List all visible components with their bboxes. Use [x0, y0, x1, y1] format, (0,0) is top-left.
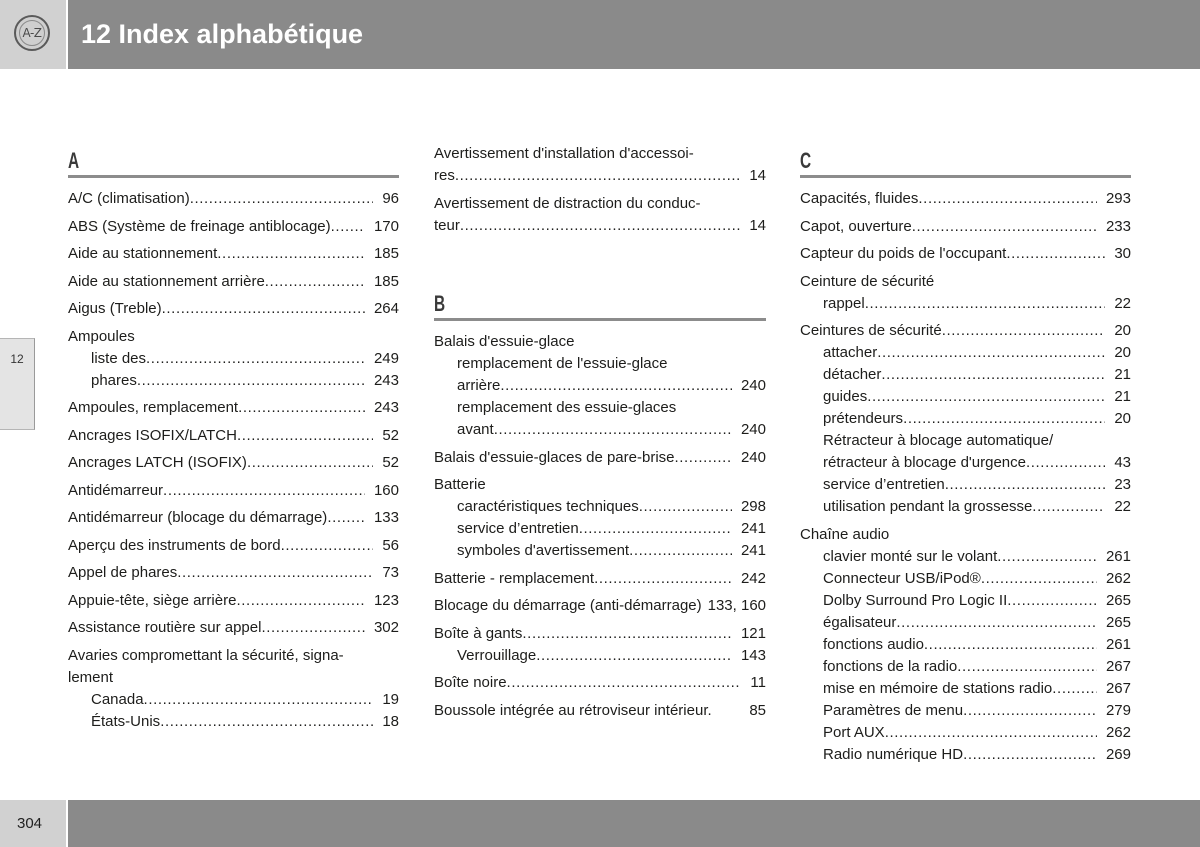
index-subentry	[800, 342, 1131, 364]
entry-text: rappel	[823, 294, 865, 312]
page-ref: 121	[740, 624, 766, 642]
entry-text: Appel de phares	[68, 564, 178, 581]
index-subentry	[800, 722, 1131, 744]
index-line	[434, 215, 766, 237]
entry-text: Ampoules	[68, 327, 135, 345]
dot-leader	[918, 188, 1097, 210]
page-ref: 30	[1114, 245, 1131, 262]
entry-text: lement	[68, 668, 114, 686]
index-entry	[68, 326, 399, 392]
dot-leader	[942, 320, 1106, 342]
dot-leader	[629, 540, 732, 562]
index-subentry	[800, 364, 1131, 386]
entry-text: res	[434, 167, 455, 184]
index-subentry	[800, 590, 1131, 612]
index-subentry	[800, 744, 1131, 766]
dot-leader	[1006, 243, 1105, 265]
dot-leader	[1007, 590, 1097, 612]
dot-leader	[281, 535, 374, 557]
index-entry	[434, 623, 766, 667]
index-line	[68, 326, 399, 348]
entry-text: rétracteur à blocage d'urgence	[823, 454, 1026, 471]
page-ref: 96	[382, 190, 399, 207]
page-ref: 267	[1105, 679, 1131, 697]
page-ref: 56	[382, 536, 399, 554]
dot-leader	[912, 216, 1097, 238]
index-subentry	[800, 408, 1131, 430]
entry-text: clavier monté sur le volant	[823, 547, 998, 565]
entry-text: attacher	[823, 344, 878, 361]
entry-text: Aide au stationnement	[68, 245, 218, 262]
index-entry	[800, 524, 1131, 766]
index-entry	[68, 480, 399, 502]
index-line	[68, 590, 399, 612]
index-line	[68, 562, 399, 584]
page-ref: 241	[740, 542, 766, 559]
index-entry	[434, 568, 766, 590]
index-line	[800, 271, 1131, 293]
dot-leader	[963, 744, 1097, 766]
index-subentry	[68, 689, 399, 711]
footer-bar	[68, 800, 1200, 847]
index-line	[434, 143, 766, 165]
entry-text: Capacités, fluides	[800, 190, 919, 207]
dot-leader	[236, 590, 365, 612]
entry-text: Avertissement d'installation d'accessoi-	[434, 145, 694, 162]
page-ref: 302	[373, 619, 399, 636]
dot-leader	[1052, 678, 1097, 700]
dot-leader	[1026, 452, 1105, 474]
dot-leader	[675, 447, 732, 469]
dot-leader	[639, 496, 732, 518]
index-subentry	[800, 568, 1131, 590]
entry-text: phares	[91, 371, 137, 389]
page-ref: 22	[1114, 498, 1131, 515]
index-line	[434, 623, 766, 645]
entry-text: Appuie-tête, siège arrière	[68, 591, 237, 609]
page-ref: 243	[373, 371, 399, 389]
index-entry	[800, 188, 1131, 210]
dot-leader	[867, 386, 1105, 408]
entry-text: Verrouillage	[457, 646, 537, 664]
dot-leader	[963, 700, 1097, 722]
a-z-index-icon: A-Z	[14, 15, 50, 51]
entry-text: utilisation pendant la grossesse	[823, 498, 1033, 515]
entry-text: liste des	[91, 349, 147, 367]
index-line	[800, 524, 1131, 546]
dot-leader	[500, 375, 732, 397]
page-ref: 243	[373, 399, 399, 416]
index-subentry	[800, 612, 1131, 634]
entry-text: Avaries compromettant la sécurité, signa-	[68, 646, 344, 664]
index-entry	[68, 452, 399, 474]
index-entry	[68, 425, 399, 447]
page-ref: 11	[750, 674, 766, 691]
page-ref: 262	[1105, 569, 1131, 587]
page-ref: 18	[382, 712, 399, 730]
entry-text: Aperçu des instruments de bord	[68, 536, 281, 554]
dot-leader	[460, 215, 740, 237]
index-subentry	[68, 348, 399, 370]
page-ref: 261	[1105, 547, 1131, 565]
page-ref: 185	[373, 272, 399, 290]
dot-leader	[1032, 496, 1105, 518]
page-ref: 20	[1114, 410, 1131, 427]
page-ref: 20	[1114, 344, 1131, 361]
index-entry	[68, 216, 399, 238]
index-entry	[434, 672, 766, 694]
index-subentry	[434, 375, 766, 397]
index-entry	[434, 595, 766, 617]
index-column-1	[68, 143, 399, 738]
index-entry	[68, 562, 399, 584]
dot-leader	[536, 645, 732, 667]
index-line	[68, 397, 399, 419]
index-line	[434, 447, 766, 469]
entry-text: remplacement des essuie-glaces	[457, 399, 677, 416]
index-subentry	[434, 496, 766, 518]
index-entry	[68, 535, 399, 557]
entry-text: Assistance routière sur appel	[68, 619, 262, 636]
index-line	[68, 425, 399, 447]
page-ref: 233	[1105, 217, 1131, 235]
entry-text: Ancrages LATCH (ISOFIX)	[68, 454, 247, 471]
entry-text: fonctions de la radio	[823, 657, 958, 675]
page-ref: 21	[1114, 366, 1131, 383]
index-line	[800, 320, 1131, 342]
entry-text: Boîte noire	[434, 674, 507, 691]
page-ref: 21	[1114, 388, 1131, 405]
entry-text: service d’entretien	[823, 476, 945, 493]
page-ref: 73	[382, 564, 399, 581]
dot-leader	[265, 271, 365, 293]
index-entry	[68, 271, 399, 293]
page-ref: 240	[740, 421, 766, 438]
entry-text: Batterie - remplacement	[434, 569, 595, 587]
entry-text: symboles d'avertissement	[457, 542, 630, 559]
page-ref: 52	[382, 454, 399, 471]
index-subentry	[434, 540, 766, 562]
dot-leader	[507, 672, 742, 694]
index-entry	[434, 447, 766, 469]
entry-text: États-Unis	[91, 712, 161, 730]
dot-leader	[146, 348, 365, 370]
page-ref: 52	[382, 426, 399, 444]
page-ref: 269	[1105, 745, 1131, 763]
index-subentry	[800, 474, 1131, 496]
entry-text: Dolby Surround Pro Logic II	[823, 591, 1008, 609]
page-ref: 241	[740, 520, 766, 537]
index-letter-heading: C	[800, 148, 812, 173]
dot-leader	[261, 617, 365, 639]
entry-text: mise en mémoire de stations radio	[823, 679, 1053, 697]
page-ref: 22	[1114, 294, 1131, 312]
dot-leader	[945, 474, 1106, 496]
index-line	[68, 507, 399, 529]
letter-divider	[800, 175, 1131, 178]
dot-leader	[327, 507, 365, 529]
index-subentry	[434, 518, 766, 540]
index-entry	[68, 507, 399, 529]
page-ref: 23	[1114, 476, 1131, 493]
dot-leader	[238, 397, 365, 419]
dot-leader	[177, 562, 373, 584]
index-line	[434, 672, 766, 694]
dot-leader	[594, 568, 732, 590]
index-line	[68, 243, 399, 265]
index-line	[68, 452, 399, 474]
entry-text: Aigus (Treble)	[68, 300, 162, 317]
dot-leader	[217, 243, 365, 265]
entry-text: Capot, ouverture	[800, 217, 912, 235]
dot-leader	[877, 342, 1105, 364]
dot-leader	[247, 452, 373, 474]
index-subentry	[800, 430, 1131, 452]
dot-leader	[160, 711, 373, 733]
index-entry	[800, 243, 1131, 265]
entry-text: Blocage du démarrage (anti-démarrage)	[434, 597, 702, 614]
index-subentry	[800, 546, 1131, 568]
page-ref: 85	[749, 701, 766, 719]
entry-text: fonctions audio	[823, 635, 924, 653]
index-line	[434, 474, 766, 496]
page-title: 12 Index alphabétique	[68, 0, 1200, 69]
page-ref: 20	[1114, 322, 1131, 339]
index-line	[434, 568, 766, 590]
index-entry	[68, 188, 399, 210]
index-column-3	[800, 143, 1131, 771]
page-ref: 242	[740, 569, 766, 587]
entry-text: détacher	[823, 366, 882, 383]
entry-text: arrière	[457, 377, 501, 394]
index-line	[68, 188, 399, 210]
dot-leader	[865, 293, 1106, 315]
entry-text: avant	[457, 421, 494, 438]
index-line	[434, 595, 766, 617]
page-ref: 19	[382, 690, 399, 708]
entry-text: Boîte à gants	[434, 624, 523, 642]
dot-leader	[881, 364, 1105, 386]
index-line	[800, 188, 1131, 210]
page-ref: 261	[1105, 635, 1131, 653]
page-ref: 265	[1105, 591, 1131, 609]
page-ref: 267	[1105, 657, 1131, 675]
entry-text: Rétracteur à blocage automatique/	[823, 432, 1054, 449]
entry-text: ABS (Système de freinage antiblocage)	[68, 217, 331, 235]
entry-text: Port AUX	[823, 723, 885, 741]
chapter-tab: 12	[0, 338, 35, 430]
index-line	[68, 271, 399, 293]
dot-leader	[137, 370, 365, 392]
index-subentry	[434, 397, 766, 419]
index-line	[68, 216, 399, 238]
page-ref: 43	[1114, 454, 1131, 471]
dot-leader	[190, 188, 374, 210]
index-entry	[434, 700, 766, 722]
dot-leader	[579, 518, 732, 540]
entry-text: Batterie	[434, 476, 486, 493]
index-entry	[800, 216, 1131, 238]
dot-leader	[331, 216, 365, 238]
entry-text: Chaîne audio	[800, 525, 890, 543]
page-ref: 249	[373, 349, 399, 367]
entry-text: Antidémarreur (blocage du démarrage)	[68, 509, 328, 526]
page-ref: 265	[1105, 613, 1131, 631]
index-column-2	[434, 143, 766, 727]
index-entry	[434, 143, 766, 187]
entry-text: Ceintures de sécurité	[800, 322, 942, 339]
entry-text: Antidémarreur	[68, 481, 164, 499]
index-subentry	[434, 645, 766, 667]
dot-leader	[162, 298, 365, 320]
index-entry	[68, 617, 399, 639]
index-entry	[68, 645, 399, 733]
letter-divider	[434, 318, 766, 321]
index-subentry	[800, 700, 1131, 722]
header-icon-area	[0, 0, 66, 69]
entry-text: caractéristiques techniques	[457, 498, 639, 515]
index-line	[800, 243, 1131, 265]
entry-text: Avertissement de distraction du conduc-	[434, 194, 701, 212]
index-line	[800, 216, 1131, 238]
page-ref: 123	[373, 591, 399, 609]
index-entry	[800, 320, 1131, 518]
entry-text: guides	[823, 388, 868, 405]
index-entry	[800, 271, 1131, 315]
letter-divider	[68, 175, 399, 178]
index-entry	[68, 590, 399, 612]
page-ref: 262	[1105, 723, 1131, 741]
index-line	[68, 667, 399, 689]
index-subentry	[800, 678, 1131, 700]
index-line	[434, 700, 766, 722]
index-subentry	[434, 353, 766, 375]
page-ref: 240	[740, 377, 766, 394]
entry-text: A/C (climatisation)	[68, 190, 190, 207]
entry-text: Boussole intégrée au rétroviseur intérieur.	[434, 701, 712, 719]
page-ref: 14	[749, 167, 766, 184]
index-subentry	[800, 386, 1131, 408]
entry-text: Radio numérique HD	[823, 745, 964, 763]
entry-text: Balais d'essuie-glaces de pare-brise	[434, 448, 675, 466]
index-line	[68, 480, 399, 502]
entry-text: service d’entretien	[457, 520, 579, 537]
entry-text: Ampoules, remplacement	[68, 399, 239, 416]
dot-leader	[924, 634, 1097, 656]
dot-leader	[957, 656, 1097, 678]
index-entry	[434, 474, 766, 562]
index-entry	[68, 298, 399, 320]
page-ref: 293	[1105, 190, 1131, 207]
dot-leader	[981, 568, 1097, 590]
dot-leader	[163, 480, 365, 502]
page-ref: 185	[373, 245, 399, 262]
index-letter-heading: B	[434, 291, 446, 316]
page-ref: 279	[1105, 701, 1131, 719]
dot-leader	[903, 408, 1105, 430]
index-subentry	[800, 656, 1131, 678]
page-ref: 240	[740, 448, 766, 466]
dot-leader	[455, 165, 740, 187]
index-subentry	[800, 496, 1131, 518]
entry-text: prétendeurs	[823, 410, 904, 427]
dot-leader	[896, 612, 1097, 634]
index-letter-heading: A	[68, 148, 80, 173]
index-entry	[68, 243, 399, 265]
entry-text: remplacement de l'essuie-glace	[457, 355, 668, 372]
page-ref: 170	[373, 217, 399, 235]
index-subentry	[800, 293, 1131, 315]
index-line	[434, 165, 766, 187]
page-ref: 14	[749, 216, 766, 234]
index-entry	[68, 397, 399, 419]
entry-text: teur	[434, 216, 460, 234]
index-line	[68, 535, 399, 557]
entry-text: Balais d'essuie-glace	[434, 333, 575, 350]
index-subentry	[800, 452, 1131, 474]
page-ref: 143	[740, 646, 766, 664]
index-line	[68, 645, 399, 667]
dot-leader	[997, 546, 1097, 568]
page-ref: 133	[373, 509, 399, 526]
index-line	[434, 193, 766, 215]
dot-leader	[522, 623, 732, 645]
dot-leader	[885, 722, 1097, 744]
index-entry	[434, 193, 766, 237]
index-subentry	[434, 419, 766, 441]
entry-text: Paramètres de menu	[823, 701, 964, 719]
index-line	[434, 331, 766, 353]
dot-leader	[237, 425, 373, 447]
index-line	[68, 617, 399, 639]
page-ref: 264	[373, 300, 399, 317]
page-ref: 298	[740, 498, 766, 515]
index-entry	[434, 331, 766, 441]
page-ref: 133, 160	[707, 597, 766, 614]
index-line	[68, 298, 399, 320]
dot-leader	[494, 419, 732, 441]
page-ref: 160	[373, 481, 399, 499]
index-subentry	[800, 634, 1131, 656]
entry-text: Canada	[91, 690, 144, 708]
entry-text: Connecteur USB/iPod®	[823, 569, 981, 587]
entry-text: égalisateur	[823, 613, 897, 631]
entry-text: Aide au stationnement arrière	[68, 272, 265, 290]
entry-text: Ancrages ISOFIX/LATCH	[68, 426, 237, 444]
entry-text: Ceinture de sécurité	[800, 272, 935, 290]
entry-text: Capteur du poids de l'occupant	[800, 245, 1007, 262]
page-number: 304	[0, 800, 66, 847]
dot-leader	[144, 689, 374, 711]
index-subentry	[68, 370, 399, 392]
index-subentry	[68, 711, 399, 733]
